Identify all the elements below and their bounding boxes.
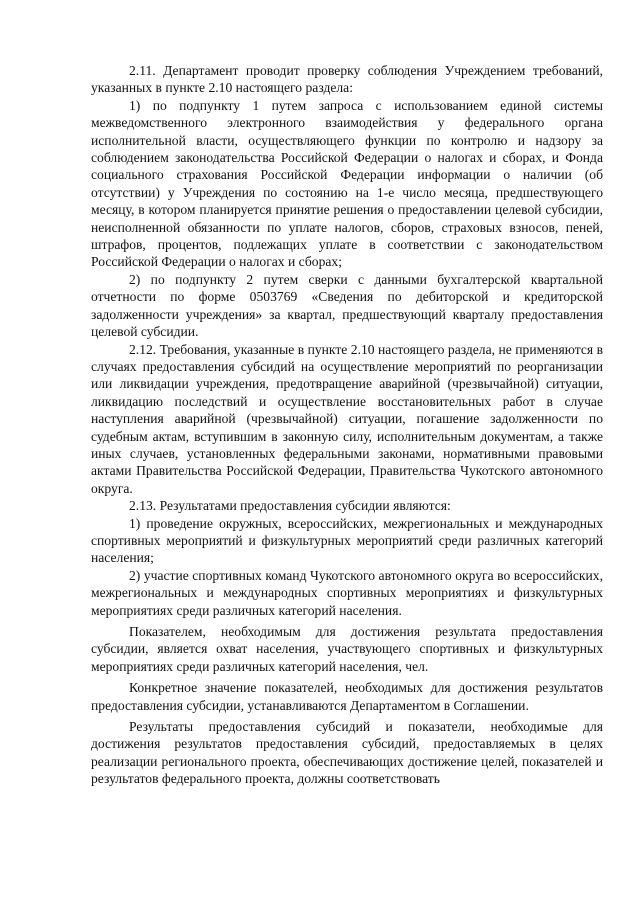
paragraph-2-13-item-1: 1) проведение окружных, всероссийских, межрегиональных и международных спортивных мероприятий и физкультурных мероприятий среди различных категорий населения; — [91, 515, 603, 566]
paragraph-results: Результаты предоставления субсидий и показатели, необходимые для достижения результатов предоставления субсидий, предоставляемых в целях реализации регионального проекта, обеспечивающих достижение целей, показателей и результатов федерального проекта, должны соответствовать — [91, 719, 603, 787]
paragraph-2-11: 2.11. Департамент проводит проверку соблюдения Учреждением требований, указанных в пункте 2.10 настоящего раздела: — [91, 63, 603, 96]
paragraph-indicator: Показателем, необходимым для достижения результата предоставления субсидии, является охват населения, участвующего спортивных и физкультурных мероприятиях среди различных категорий населения, чел. — [91, 624, 603, 674]
paragraph-2-13-item-2: 2) участие спортивных команд Чукотского автономного округа во всероссийских, межрегиональных и международных спортивных мероприятиях и физкультурных мероприятиях среди различных категорий населения. — [91, 567, 603, 618]
paragraph-2-11-item-1: 1) по подпункту 1 путем запроса с использованием единой системы межведомственного электронного взаимодействия у федерального органа исполнительной власти, осуществляющего функции по контролю и надзору за соблюдением законодательства Российской Федерации о налогах и сборах, и Фонда социального страхования Российской Федерации информации о наличии (об отсутствии) у Учреждения по состоянию на 1-е число месяца, предшествующего месяцу, в котором планируется принятие решения о предоставлении целевой субсидии, неисполненной обязанности по уплате налогов, сборов, страховых взносов, пеней, штрафов, процентов, подлежащих уплате в соответствии с законодательством Российской Федерации о налогах и сборах; — [91, 97, 603, 270]
paragraph-2-13: 2.13. Результатами предоставления субсидии являются: — [129, 498, 451, 514]
document-page — [91, 62, 603, 788]
paragraph-2-12: 2.12. Требования, указанные в пункте 2.10 настоящего раздела, не применяются в случаях предоставления субсидий на осуществление мероприятий по реорганизации или ликвидации учреждения, предотвращение аварийной (чрезвычайной) ситуации, ликвидацию последствий и осуществление восстановительных работ в случае наступления аварийной (чрезвычайной) ситуации, погашение задолженности по судебным актам, вступившим в законную силу, исполнительным документам, а также иных случаев, установленных федеральными законами, нормативными правовыми актами Правительства Российской Федерации, Правительства Чукотского автономного округа. — [91, 341, 603, 496]
paragraph-2-11-item-2: 2) по подпункту 2 путем сверки с данными бухгалтерской квартальной отчетности по форме 0503769 «Сведения по дебиторской и кредиторской задолженности учреждения» за квартал, предшествующий кварталу предоставления целевой субсидии. — [91, 271, 603, 340]
paragraph-specific-value: Конкретное значение показателей, необходимых для достижения результатов предоставления субсидии, устанавливаются Департаментом в Соглашении. — [91, 680, 603, 713]
